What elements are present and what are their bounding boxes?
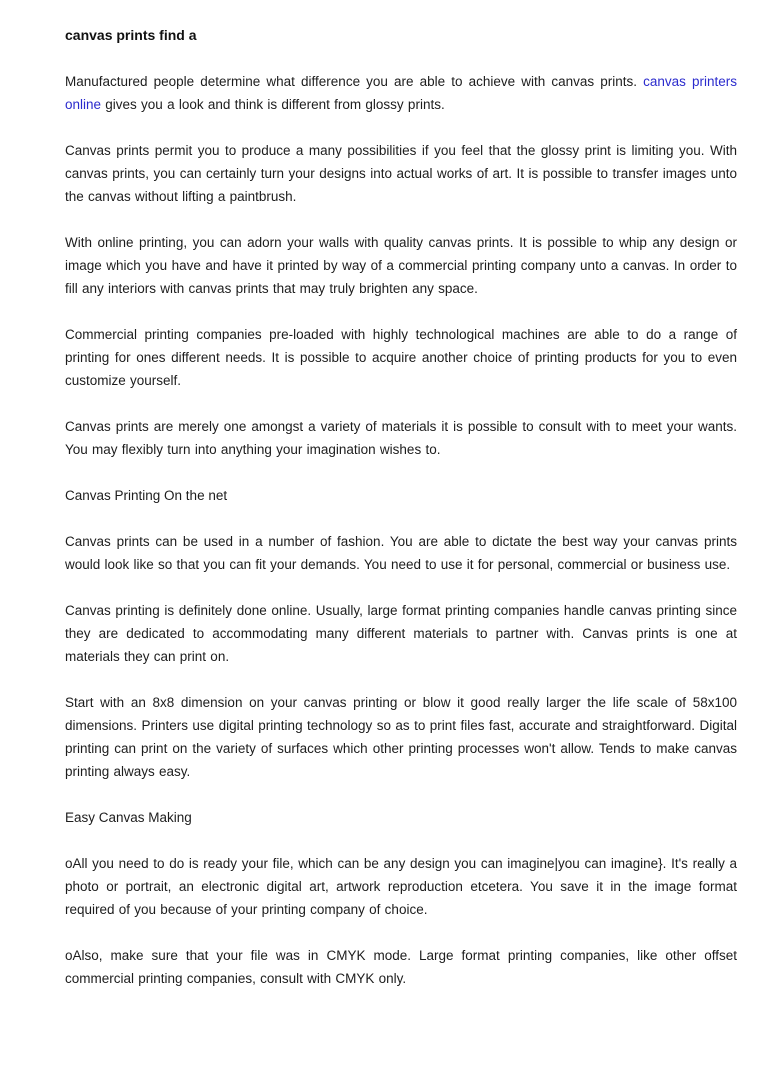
intro-text-before-link: Manufactured people determine what difference you are able to achieve with canvas prints.: [65, 74, 644, 89]
paragraph-variety-of-materials: Canvas prints are merely one amongst a variety of materials it is possible to consult with to meet your wants. You may flexibly turn into anything your imagination wishes to.: [65, 419, 737, 457]
section-heading-easy-canvas-making: Easy Canvas Making: [65, 810, 192, 825]
paragraph-commercial-companies: Commercial printing companies pre-loaded with highly technological machines are able to do a range of printing for ones different needs. It is possible to acquire another choice of printing products for you to even customize yourself.: [65, 327, 737, 388]
page-title: canvas prints find a: [65, 27, 197, 43]
paragraph-online-printing: With online printing, you can adorn your walls with quality canvas prints. It is possible to whip any design or image which you have and have it printed by way of a commercial printing company unto a canvas. In order to fill any interiors with canvas prints that may truly brighten any space.: [65, 235, 737, 296]
paragraph-canvas-prints-permit: Canvas prints permit you to produce a many possibilities if you feel that the glossy print is limiting you. With canvas prints, you can certainly turn your designs into actual works of art. It is possible to transfer images unto the canvas without lifting a paintbrush.: [65, 143, 737, 204]
paragraph-intro: [65, 70, 737, 116]
paragraph-8x8-dimensions: Start with an 8x8 dimension on your canvas printing or blow it good really larger the life scale of 58x100 dimensions. Printers use digital printing technology so as to print files fast, accurate and straightforward. Digital printing can print on the variety of surfaces which other printing processes won't allow. Tends to make canvas printing always easy.: [65, 695, 737, 779]
paragraph-number-of-fashion: Canvas prints can be used in a number of fashion. You are able to dictate the best way your canvas prints would look like so that you can fit your demands. You need to use it for personal, commercial or business use.: [65, 534, 737, 572]
paragraph-done-online: Canvas printing is definitely done online. Usually, large format printing companies handle canvas printing since they are dedicated to accommodating many different materials to partner with. Canvas prints is one at materials they can print on.: [65, 603, 737, 664]
intro-text-after-link: gives you a look and think is different from glossy prints.: [101, 97, 445, 112]
paragraph-ready-your-file: oAll you need to do is ready your file, which can be any design you can imagine|you can imagine}. It's really a photo or portrait, an electronic digital art, artwork reproduction etcetera. You save it in the image format required of you because of your printing company of choice.: [65, 856, 737, 917]
section-heading-canvas-printing-on-the-net: Canvas Printing On the net: [65, 488, 228, 503]
paragraph-cmyk-mode: oAlso, make sure that your file was in CMYK mode. Large format printing companies, like other offset commercial printing companies, consult with CMYK only.: [65, 948, 737, 986]
canvas-printers-online-link[interactable]: canvas printers online: [65, 74, 737, 112]
